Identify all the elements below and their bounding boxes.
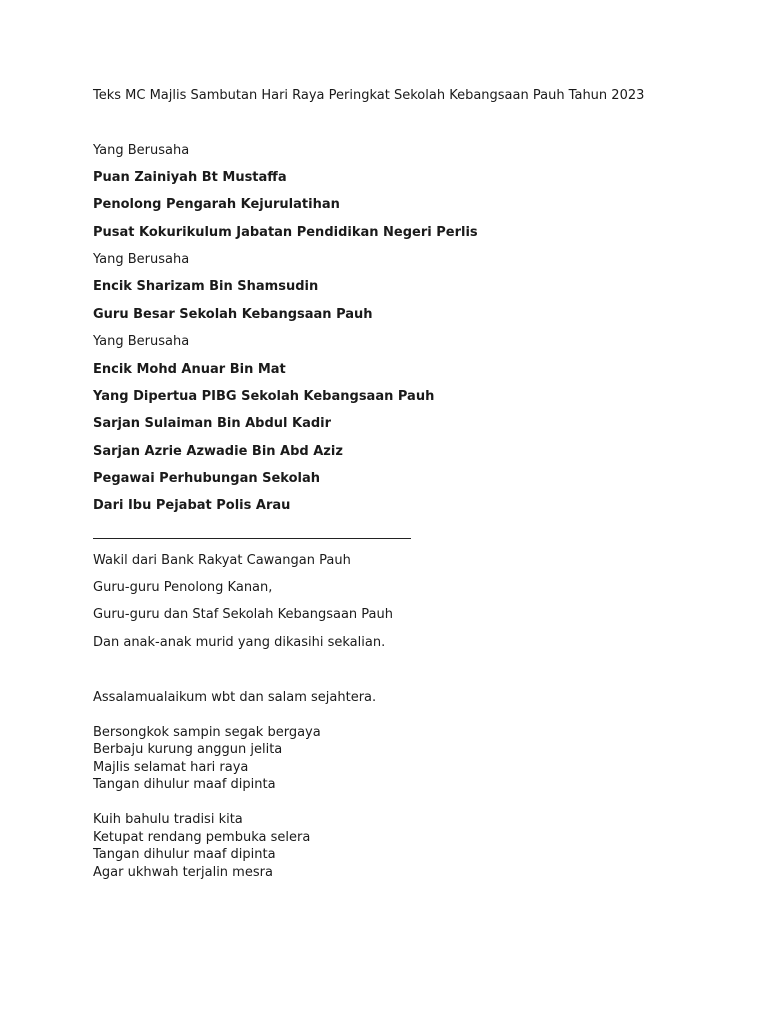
- salutation-line: Yang Dipertua PIBG Sekolah Kebangsaan Pauh: [93, 389, 435, 404]
- attendee-line: Guru-guru Penolong Kanan,: [93, 580, 273, 595]
- greeting-line: Assalamualaikum wbt dan salam sejahtera.: [93, 690, 377, 705]
- salutation-line: Penolong Pengarah Kejurulatihan: [93, 197, 340, 212]
- salutation-line: Pusat Kokurikulum Jabatan Pendidikan Negeri Perlis: [93, 225, 478, 240]
- pantun-line: Bersongkok sampin segak bergaya: [93, 725, 321, 740]
- attendee-line: Guru-guru dan Staf Sekolah Kebangsaan Pauh: [93, 607, 393, 622]
- pantun-line: Tangan dihulur maaf dipinta: [93, 777, 276, 792]
- pantun-line: Ketupat rendang pembuka selera: [93, 830, 311, 845]
- attendee-line: Wakil dari Bank Rakyat Cawangan Pauh: [93, 553, 351, 568]
- salutation-line: Yang Berusaha: [93, 334, 190, 349]
- salutation-line: Pegawai Perhubungan Sekolah: [93, 471, 321, 486]
- salutation-line: Sarjan Sulaiman Bin Abdul Kadir: [93, 416, 332, 431]
- document-title: Teks MC Majlis Sambutan Hari Raya Peringkat Sekolah Kebangsaan Pauh Tahun 2023: [93, 88, 645, 103]
- pantun-line: Majlis selamat hari raya: [93, 760, 249, 775]
- salutation-line: Dari Ibu Pejabat Polis Arau: [93, 498, 291, 513]
- salutation-line: Encik Sharizam Bin Shamsudin: [93, 279, 319, 294]
- salutation-line: Guru Besar Sekolah Kebangsaan Pauh: [93, 307, 373, 322]
- salutation-line: Yang Berusaha: [93, 252, 190, 267]
- attendee-line: Dan anak-anak murid yang dikasihi sekalian.: [93, 635, 386, 650]
- salutation-line: Sarjan Azrie Azwadie Bin Abd Aziz: [93, 444, 343, 459]
- document-page: [93, 0, 713, 1024]
- pantun-line: Kuih bahulu tradisi kita: [93, 812, 243, 827]
- horizontal-rule: [93, 538, 411, 539]
- pantun-line: Agar ukhwah terjalin mesra: [93, 865, 273, 880]
- pantun-line: Berbaju kurung anggun jelita: [93, 742, 283, 757]
- salutation-line: Encik Mohd Anuar Bin Mat: [93, 362, 286, 377]
- salutation-line: Yang Berusaha: [93, 143, 190, 158]
- pantun-line: Tangan dihulur maaf dipinta: [93, 847, 276, 862]
- salutation-line: Puan Zainiyah Bt Mustaffa: [93, 170, 287, 185]
